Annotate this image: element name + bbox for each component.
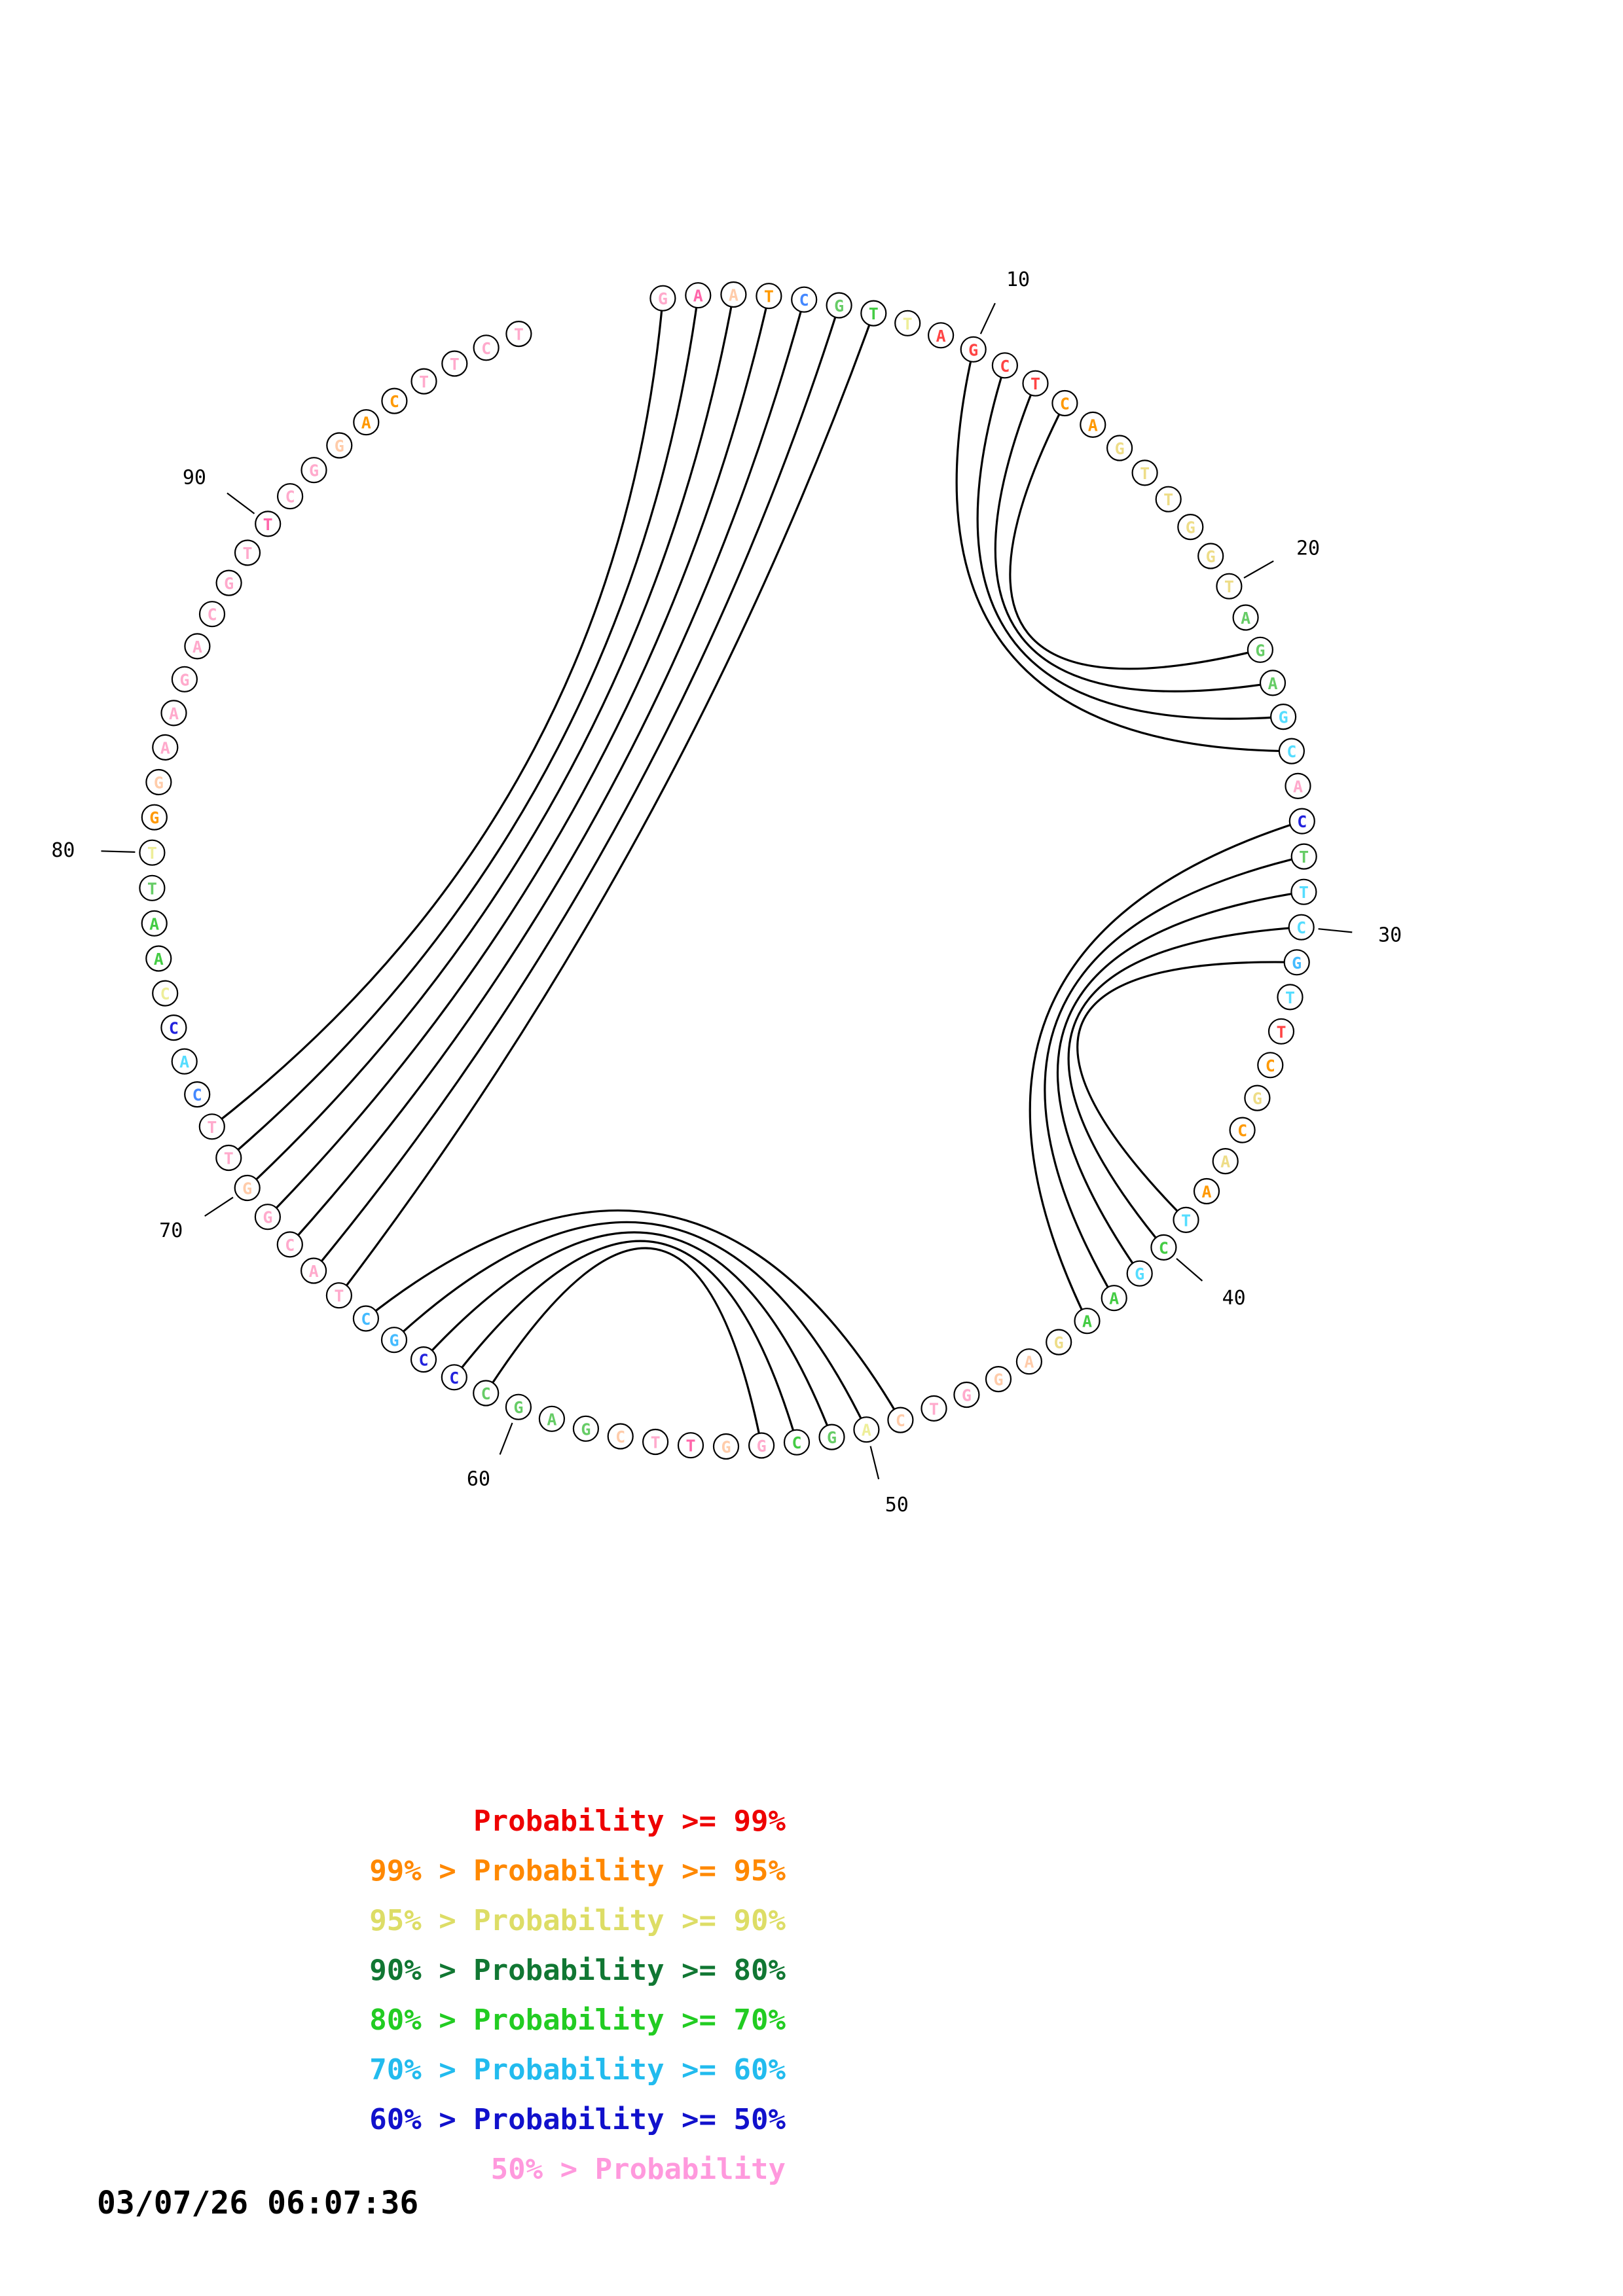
sequence-base [574, 1416, 598, 1441]
base-pair-arc [977, 365, 1283, 719]
base-letter: G [334, 437, 344, 456]
sequence-base [442, 351, 467, 376]
legend-row-7: 60% > Probability >= 50% [369, 2103, 786, 2136]
tick-label: 20 [1296, 537, 1321, 560]
sequence-bases [139, 282, 1316, 1459]
sequence-base [1258, 1052, 1283, 1077]
legend-row-3: 95% > Probability >= 90% [369, 1904, 786, 1937]
base-letter: T [242, 544, 253, 563]
sequence-base [278, 484, 302, 509]
base-letter: C [168, 1018, 179, 1038]
sequence-base [954, 1382, 979, 1407]
base-letter: A [1087, 416, 1098, 435]
base-pair-arc [454, 1241, 797, 1443]
sequence-base [235, 1175, 260, 1200]
tick-label: 60 [466, 1467, 490, 1491]
tick-label: 70 [159, 1219, 183, 1243]
base-letter: C [615, 1427, 626, 1446]
tick-line [1244, 561, 1273, 578]
sequence-base [714, 1434, 739, 1459]
sequence-base [1291, 880, 1316, 905]
sequence-base [1023, 371, 1048, 396]
base-letter: T [513, 325, 524, 344]
base-letter: A [861, 1420, 871, 1440]
sequence-base [1107, 436, 1132, 461]
sequence-base [1290, 809, 1315, 834]
base-letter: A [361, 413, 371, 433]
base-letter: A [179, 1052, 190, 1072]
sequence-base [854, 1417, 879, 1442]
base-letter: C [361, 1310, 371, 1329]
legend-row-8: 50% > Probability [490, 2153, 786, 2186]
base-letter: T [418, 372, 429, 392]
sequence-base [1194, 1179, 1219, 1204]
sequence-base [354, 410, 378, 435]
base-letter: A [1201, 1182, 1212, 1202]
base-letter: A [1292, 777, 1304, 797]
sequence-base [1102, 1285, 1127, 1310]
base-letter: C [1297, 812, 1307, 832]
sequence-base [474, 335, 499, 360]
sequence-base [162, 700, 187, 725]
base-letter: G [1114, 439, 1125, 458]
sequence-base [382, 389, 407, 414]
base-letter: G [513, 1398, 524, 1418]
tick-line [227, 493, 255, 513]
base-letter: G [993, 1370, 1004, 1390]
sequence-base [749, 1433, 774, 1458]
sequence-base [1245, 1086, 1269, 1111]
sequence-base [1046, 1330, 1071, 1355]
base-letter: T [1030, 374, 1041, 394]
base-letter: T [449, 355, 460, 374]
base-letter: G [263, 1208, 273, 1227]
sequence-base [161, 1015, 186, 1040]
base-letter: G [581, 1420, 591, 1439]
base-letter: G [1252, 1089, 1262, 1109]
sequence-base [278, 1232, 302, 1257]
base-letter: C [481, 338, 492, 358]
base-letter: C [1059, 394, 1070, 414]
sequence-base [1278, 984, 1303, 1009]
sequence-base [928, 323, 953, 348]
sequence-base [539, 1407, 564, 1431]
base-letter: A [160, 738, 170, 758]
base-letter: T [1276, 1022, 1286, 1042]
tick-line [500, 1423, 513, 1454]
base-letter: C [799, 291, 809, 310]
base-letter: G [149, 808, 160, 828]
base-letter: T [928, 1399, 939, 1419]
base-pair-arc [290, 300, 804, 1245]
sequence-base [139, 840, 164, 865]
base-letter: T [223, 1149, 234, 1168]
sequence-base [861, 301, 886, 326]
base-letter: T [1140, 463, 1150, 483]
sequence-base [1133, 460, 1158, 485]
base-letter: T [263, 514, 273, 534]
base-letter: A [547, 1410, 557, 1429]
legend-row-5: 80% > Probability >= 70% [369, 2003, 786, 2037]
base-pair-arc [1068, 927, 1302, 1247]
base-pair-arc [957, 350, 1292, 751]
tick-label: 40 [1222, 1287, 1246, 1310]
base-letter: C [895, 1411, 905, 1431]
legend-row-2: 99% > Probability >= 95% [369, 1854, 786, 1888]
sequence-base [473, 1381, 498, 1406]
base-letter: G [153, 773, 164, 793]
sequence-base [146, 946, 171, 971]
base-letter: G [968, 340, 979, 360]
sequence-base [1178, 514, 1203, 539]
base-pair-arc [339, 314, 873, 1296]
sequence-base [756, 283, 781, 308]
base-letter: G [224, 574, 234, 594]
sequence-base [153, 981, 177, 1006]
base-letter: T [1299, 848, 1309, 867]
tick-label: 30 [1378, 924, 1402, 947]
base-letter: C [160, 984, 170, 1004]
base-letter: A [149, 914, 160, 934]
sequence-base [185, 1082, 210, 1107]
sequence-base [1216, 574, 1241, 599]
sequence-base [255, 511, 280, 536]
tick-line [871, 1446, 879, 1480]
sequence-base [1230, 1118, 1255, 1143]
sequence-base [678, 1433, 703, 1458]
base-letter: G [1185, 518, 1195, 537]
legend-row-6: 70% > Probability >= 60% [369, 2053, 786, 2087]
sequence-base [1271, 704, 1296, 729]
sequence-base [993, 353, 1017, 378]
sequence-base [1292, 844, 1317, 869]
sequence-base [327, 433, 352, 458]
sequence-base [412, 369, 437, 394]
base-letter: A [1267, 673, 1278, 693]
sequence-base [172, 1049, 197, 1074]
base-letter: T [1163, 490, 1174, 510]
base-letter: C [285, 487, 295, 507]
base-letter: T [207, 1117, 217, 1137]
sequence-base [200, 601, 225, 626]
base-letter: T [147, 844, 157, 863]
sequence-base [1233, 605, 1258, 630]
sequence-base [986, 1367, 1011, 1391]
base-letter: C [792, 1433, 802, 1453]
base-pair-arc [212, 298, 663, 1127]
base-letter: T [902, 314, 913, 334]
base-letter: G [179, 670, 190, 690]
sequence-base [792, 287, 816, 312]
base-letter: C [481, 1384, 491, 1403]
sequence-base [200, 1114, 225, 1139]
base-letter: A [308, 1262, 319, 1281]
sequence-base [411, 1347, 436, 1372]
base-letter: A [153, 950, 164, 969]
sequence-base [961, 337, 986, 362]
base-letter: T [685, 1436, 696, 1456]
sequence-base [1017, 1349, 1042, 1374]
sequence-base [1174, 1208, 1199, 1232]
base-pair-arc [314, 306, 839, 1271]
sequence-base [1248, 637, 1273, 662]
tick-line [1319, 929, 1353, 932]
sequence-base [1285, 950, 1309, 975]
base-letter: G [1053, 1333, 1064, 1353]
sequence-base [255, 1204, 280, 1229]
tick-line [1176, 1259, 1202, 1281]
base-letter: C [418, 1350, 429, 1370]
sequence-base [784, 1430, 809, 1455]
tick-line [101, 851, 136, 852]
base-letter: A [168, 704, 179, 723]
base-letter: A [1082, 1312, 1093, 1331]
tick-line [205, 1197, 233, 1216]
sequence-base [185, 634, 210, 658]
legend-row-1: Probability >= 99% [473, 1804, 786, 1838]
sequence-base [301, 1259, 326, 1283]
sequence-base [327, 1283, 352, 1308]
base-letter: T [1224, 577, 1234, 597]
base-letter: G [1255, 641, 1266, 660]
base-letter: A [1220, 1152, 1231, 1172]
sequence-base [146, 770, 171, 795]
base-letter: C [207, 605, 217, 624]
sequence-base [827, 293, 852, 318]
sequence-base [1213, 1149, 1238, 1174]
sequence-base [1198, 544, 1223, 569]
sequence-base [1080, 412, 1105, 437]
base-letter: A [728, 285, 739, 305]
base-letter: G [756, 1437, 767, 1456]
base-letter: T [1298, 883, 1309, 903]
base-letter: G [721, 1437, 731, 1457]
base-letter: A [192, 637, 202, 656]
sequence-base [888, 1408, 913, 1433]
base-letter: G [826, 1428, 837, 1448]
base-letter: G [834, 296, 845, 315]
sequence-base [1052, 391, 1077, 416]
sequence-base [895, 311, 920, 336]
base-letter: A [693, 286, 703, 306]
sequence-base [235, 541, 260, 565]
sequence-base [506, 1395, 531, 1420]
base-letter: C [1265, 1056, 1275, 1075]
base-letter: C [1158, 1238, 1169, 1258]
base-letter: G [961, 1386, 972, 1405]
sequence-base [650, 286, 675, 311]
base-letter: T [147, 879, 157, 899]
timestamp-label: 03/07/26 06:07:36 [97, 2185, 419, 2221]
sequence-base [1289, 915, 1314, 940]
sequence-base [1075, 1308, 1100, 1333]
probability-legend [0, 1797, 786, 2195]
base-letter: G [308, 461, 319, 480]
sequence-base [172, 667, 197, 692]
base-letter: C [1000, 356, 1010, 376]
sequence-base [139, 876, 164, 901]
sequence-base [216, 1145, 241, 1170]
sequence-base [1286, 774, 1311, 798]
sequence-base [142, 911, 167, 936]
base-letter: T [763, 287, 774, 306]
legend-row-4: 90% > Probability >= 80% [369, 1954, 786, 1987]
base-letter: G [657, 289, 668, 309]
base-letter: C [1296, 918, 1307, 938]
sequence-base [142, 805, 167, 830]
base-letter: C [449, 1368, 460, 1388]
base-letter: G [1205, 547, 1216, 566]
tick-label: 90 [182, 466, 206, 490]
sequence-base [820, 1425, 845, 1450]
sequence-base [643, 1429, 668, 1454]
sequence-base [354, 1306, 378, 1331]
base-letter: C [1286, 742, 1297, 762]
base-letter: C [389, 392, 399, 412]
base-letter: T [1180, 1211, 1192, 1230]
base-letter: G [1135, 1265, 1145, 1284]
sequence-base [685, 283, 710, 308]
sequence-base [382, 1327, 407, 1352]
tick-label: 10 [1006, 268, 1030, 291]
tick-label: 80 [51, 839, 75, 862]
sequence-base [506, 321, 531, 346]
sequence-base [1269, 1019, 1294, 1044]
base-pair-arc [995, 384, 1273, 692]
base-letter: A [936, 326, 946, 346]
sequence-base [608, 1424, 633, 1449]
base-letter: G [1292, 953, 1302, 973]
base-letter: A [1109, 1289, 1120, 1308]
base-letter: T [650, 1433, 661, 1452]
base-letter: G [1278, 708, 1288, 727]
tick-label: 50 [884, 1493, 909, 1516]
sequence-base [1156, 487, 1181, 512]
base-letter: T [1285, 988, 1296, 1007]
base-letter: T [334, 1286, 344, 1306]
sequence-base [922, 1396, 947, 1421]
sequence-base [1151, 1235, 1176, 1260]
base-letter: C [285, 1235, 295, 1255]
sequence-base [217, 571, 242, 596]
sequence-base [1279, 739, 1304, 764]
sequence-base [1260, 670, 1285, 695]
sequence-base [153, 735, 177, 760]
base-letter: C [1237, 1121, 1248, 1141]
base-letter: C [192, 1085, 202, 1105]
base-letter: T [868, 304, 879, 324]
base-letter: A [1241, 609, 1251, 628]
base-letter: G [242, 1179, 253, 1198]
sequence-base [1127, 1261, 1152, 1286]
sequence-base [721, 282, 746, 307]
base-pair-arc [1010, 403, 1260, 669]
tick-line [981, 303, 995, 334]
base-letter: G [389, 1331, 399, 1350]
base-letter: A [1024, 1352, 1034, 1372]
sequence-base [302, 457, 327, 482]
sequence-base [442, 1365, 467, 1390]
